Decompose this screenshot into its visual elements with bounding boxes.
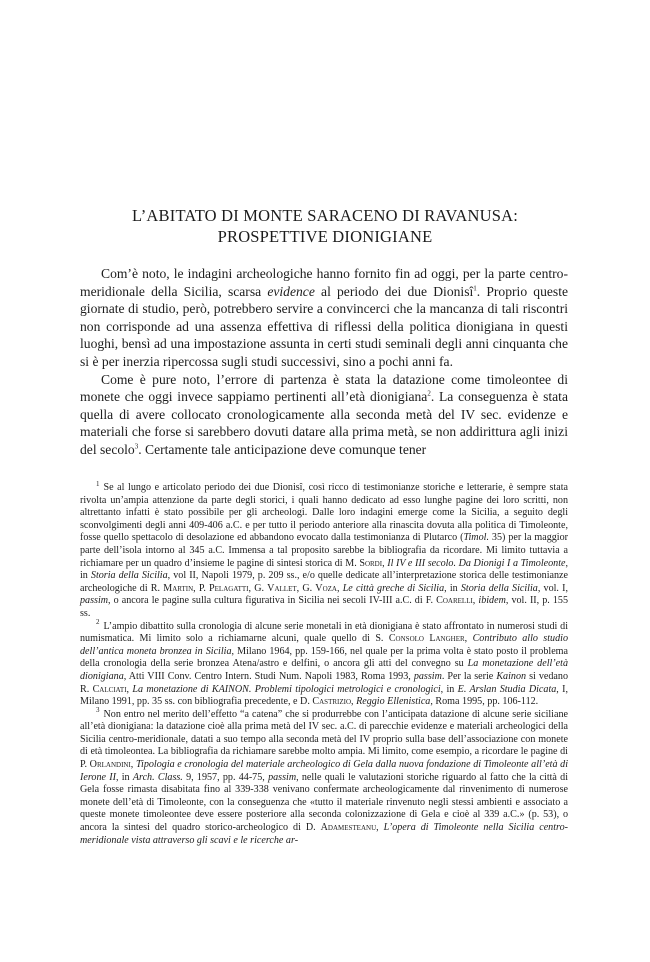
footnote-3: $^3$ Non entro nel merito dell’effetto “a catena” che si produrrebbe con l’anticipata datazione di alcune serie siciliane all’età dionigiana: la datazione cioè alla prima metà del IV sec. a.C. di parecchie evidenze e materiali archeologici della Sicilia centro-meridionale, datati a suo tempo alla seconda metà del IV proprio sulla base dell’associazione con monete di età timoleontea. La bibliografia da richiamare sarebbe molto ampia. Mi limito, come esempio, a ricordare le pagine di P. Orlandini, Tipologia e cronologia del materiale archeologico di Gela dalla nuova fondazione di Timoleonte all’età di Ierone II, in Arch. Class. 9, 1957, pp. 44-75, passim, nelle quali le valutazioni storiche riguardo al fatto che la città di Gela fosse rimasta disabitata fino al 339-338 venivano confermate archeologicamente dal rinvenimento di numerose monete dell’età di Timoleonte, con la conseguenza che «tutto il materiale rinvenuto negli stessi ambienti e associato a queste monete timoleontee deve essere posteriore alla seconda colonizzazione di Gela e cioè al 339 a.C.» (p. 53), o ancora la sintesi del quadro storico-archeologico di D. Adamesteanu, L’opera di Timoleonte nella Sicilia centro-meridionale vista attraverso gli scavi e le ricerche ar-: [80, 706, 569, 846]
cited-title: La monetazione di KAINON. Problemi tipologici metrologici e cronologici: [132, 683, 441, 695]
italic-term: evidence: [267, 283, 315, 299]
footnote-number: 2: [96, 618, 100, 627]
footnote-number: 1: [96, 479, 100, 488]
footnote-ref-2: 2: [427, 389, 431, 398]
author-name: Voza: [315, 582, 337, 594]
cited-title: Le città greche di Sicilia: [342, 582, 445, 594]
author-name: Vallet: [267, 582, 297, 594]
footnote-2: $^2$ L’ampio dibattito sulla cronologia di alcune serie monetali in età dionigiana è stato affrontato in numerosi studi di numismatica. Mi limito solo a richiamarne alcuni, quale quello di S. Consolo Langher, Contributo allo studio dell’antica moneta bronzea in Sicilia, Milano 1964, pp. 159-166, nel quale per la prima volta è stato posto il problema della cronologia della serie bronzea Atena/astro e delfini, o ancora gli atti del convegno su La monetazione dell’età dionigiana, Atti VIII Conv. Centro Intern. Studi Num. Napoli 1983, Roma 1993, passim. Per la serie Kainon si vedano R. Calciati, La monetazione di KAINON. Problemi tipologici metrologici e cronologici, in E. Arslan Studia Dicata, I, Milano 1991, pp. 35 ss. con bibliografia precedente, e D. Castrizio, Reggio Ellenistica, Roma 1995, pp. 106-112.: [80, 618, 569, 708]
cited-title: Tipologia e cronologia del materiale archeologico di Gela dalla nuova fondazione di Timoleonte all’età di Ierone II: [80, 759, 569, 783]
cited-title: Reggio Ellenistica: [356, 696, 431, 708]
article-title-line-1: L’ABITATO DI MONTE SARACENO DI RAVANUSA:: [131, 206, 519, 225]
article-title-line-2: PROSPETTIVE DIONIGIANE: [217, 227, 433, 246]
author-name: Adamesteanu: [320, 822, 377, 834]
author-name: Martin: [163, 582, 194, 594]
cited-title: L’opera di Timoleonte nella Sicilia centro-meridionale vista attraverso gli scavi e le ricerche ar-: [80, 822, 568, 846]
cited-title: Il IV e III secolo. Da Dionigi I a Timoleonte: [387, 557, 566, 569]
footnote-ref-3: 3: [134, 442, 139, 451]
footnotes: [80, 479, 569, 847]
body-paragraph-2: Come è pure noto, l’errore di partenza è stata la datazione come timoleontee di monete che oggi invece sappiamo pertinenti all’età dionigiana$^2$. La conseguenza è stata quella di avere collocato cronologicamente alla seconda metà del IV sec. evidenze e materiali che forse si sarebbero dovuti datare alla prima metà, se non addirittura agli inizi del secolo$^3$. Certamente tale anticipazione deve comunque tener: [80, 371, 568, 457]
footnote-ref-1: 1: [473, 284, 477, 293]
cited-title: Storia della Sicilia: [90, 570, 168, 582]
author-name: Coarelli: [436, 595, 473, 607]
author-name: Calciati: [92, 683, 127, 695]
footnote-separator: [80, 470, 568, 471]
cited-title: Contributo allo studio dell’antica moneta bronzea in Sicilia: [80, 633, 568, 657]
cited-title: La monetazione dell’età dionigiana: [80, 658, 569, 682]
author-name: Castrizio: [312, 696, 352, 708]
footnote-1: $^1$ Se al lungo e articolato periodo dei due Dionisî, così ricco di testimonianze storiche e letterarie, è sempre stata rivolta un’ampia attenzione da parte degli storici, i quali hanno dedicato ad esso lunghe pagine dei loro scritti, non altrettanto infatti è stato possibile per gli archeologi. Dalle loro indagini emerge come la Sicilia, a seguito degli sconvolgimenti degli anni 409-406 a.C. e per tutto il periodo anteriore alla rinascita dovuta alla politica di Timoleonte, fosse quello spettacolo di desolazione ed abbandono evocato dalla testimonianza di Plutarco (Timol. 35) per la maggior parte dell’isola intorno al 345 a.C. Immensa a tal proposito sarebbe la bibliografia da ricordare. Mi limito tuttavia a richiamare per un quadro d’insieme le pagine di sintesi storica di M. Sordi, Il IV e III secolo. Da Dionigi I a Timoleonte, in Storia della Sicilia, vol II, Napoli 1979, p. 209 ss., e/o quelle dedicate all’interpretazione storica delle testimonianze archeologiche di R. Martin, P. Pelagatti, G. Vallet, G. Voza, Le città greche di Sicilia, in Storia della Sicilia, vol. I, passim, o ancora le pagine sulla cultura figurativa in Sicilia nei secoli IV-III a.C. di F. Coarelli, ibidem, vol. II, p. 155 ss.: [80, 479, 569, 619]
article-body: [80, 265, 568, 459]
article-title: [0, 205, 650, 247]
author-name: Pelagatti: [209, 582, 249, 594]
author-name: Orlandini: [89, 759, 131, 771]
cited-title: Storia della Sicilia: [460, 582, 538, 594]
author-name: Sordi: [359, 557, 383, 569]
footnote-number: 3: [96, 706, 100, 715]
body-paragraph-1: Com’è noto, le indagini archeologiche hanno fornito fin ad oggi, per la parte centro-meridionale della Sicilia, scarsa evidence al periodo dei due Dionisî$^1$. Proprio queste giornate di studio, però, potrebbero servire a convincerci che la mancanza di tali riscontri non corrisponde ad una assenza effettiva di riflessi della politica dionigiana in questi luoghi, bensì ad una impostazione assunta in certi studi seminali degli anni cinquanta che si è per inerzia ripercossa sugli studi successivi, sino a pochi anni fa.: [80, 266, 569, 369]
author-name: Consolo Langher: [388, 633, 465, 645]
cited-title: Arch. Class.: [132, 771, 183, 783]
cited-title: E. Arslan Studia Dicata: [457, 683, 557, 695]
